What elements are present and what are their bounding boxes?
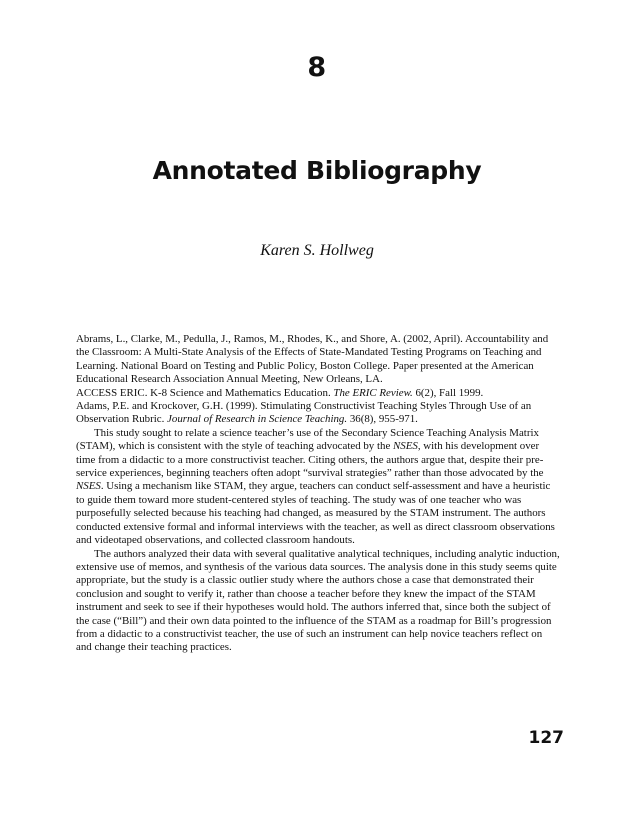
annotation-text: , with his development over time from a didactic to a more constructivist teacher. Citing others, the authors argue that, despite their pre-service experiences, beginning teachers often adopt “survival strategies” rather than those advocated by the: [76, 440, 544, 480]
journal-title: Journal of Research in Science Teaching.: [167, 413, 348, 426]
chapter-title: Annotated Bibliography: [152, 156, 482, 185]
journal-title: The ERIC Review.: [333, 386, 413, 399]
citation-details: 6(2), Fall 1999.: [412, 386, 484, 399]
annotation-text: This study sought to relate a science teacher’s use of the Secondary Science Teaching Analysis Matrix (STAM), which is consistent with the style of teaching advocated by the: [76, 426, 539, 453]
bibliography-entry-abrams: Abrams, L., Clarke, M., Pedulla, J., Ramos, M., Rhodes, K., and Shore, A. (2002, April). Accountability and the Classroom: A Multi-State Analysis of the Effects of State-Mandated Testing Programs on Teaching and Learning. National Board on Testing and Public Policy, Boston College. Paper presented at the American Educational Research Association Annual Meeting, New Orleans, LA.: [76, 333, 549, 386]
page-number: 127: [528, 728, 564, 748]
citation-details: 36(8), 955-971.: [347, 413, 418, 426]
bibliography-entry-access-eric: [76, 387, 560, 400]
annotation-paragraph-2: The authors analyzed their data with several qualitative analytical techniques, including analytic induction, extensive use of memos, and synthesis of the various data sources. The analysis done in this study seems quite appropriate, but the study is a classic outlier study where the authors chose a case that demonstrated their conclusion and sought to verify it, rather than choose a teacher before they knew the impact of the STAM instrument and seek to see if their hypotheses would hold. The authors inferred that, since both the subject of the case (“Bill”) and their own data pointed to the influence of the STAM as a roadmap for Bill’s progression from a didactic to a constructivist teacher, the use of such an instrument can help novice teachers reflect on and change their teaching practices.: [76, 547, 560, 654]
chapter-number: 8: [307, 52, 327, 83]
author-name: Karen S. Hollweg: [260, 242, 374, 259]
citation-text: ACCESS ERIC. K-8 Science and Mathematics Education.: [76, 386, 334, 399]
bibliography-entry-adams: [76, 400, 560, 427]
annotation-text: . Using a mechanism like STAM, they argue, teachers can conduct self-assessment and have a heuristic to guide them toward more student-centered styles of teaching. The study was of one teacher who was purposefully selected because his teaching had changed, as measured by the STAM instrument. The authors conducted extensive formal and informal interviews with the teacher, as well as direct classroom observations and videotaped observations, and collected classroom handouts.: [76, 480, 555, 547]
nses-reference: NSES: [76, 480, 101, 493]
nses-reference: NSES: [393, 440, 418, 453]
citation-text: Adams, P.E. and Krockover, G.H. (1999). Stimulating Constructivist Teaching Styles Through Use of an Observation Rubric.: [76, 400, 532, 426]
bibliography-content: [76, 333, 560, 655]
annotation-paragraph-1: [76, 427, 560, 548]
